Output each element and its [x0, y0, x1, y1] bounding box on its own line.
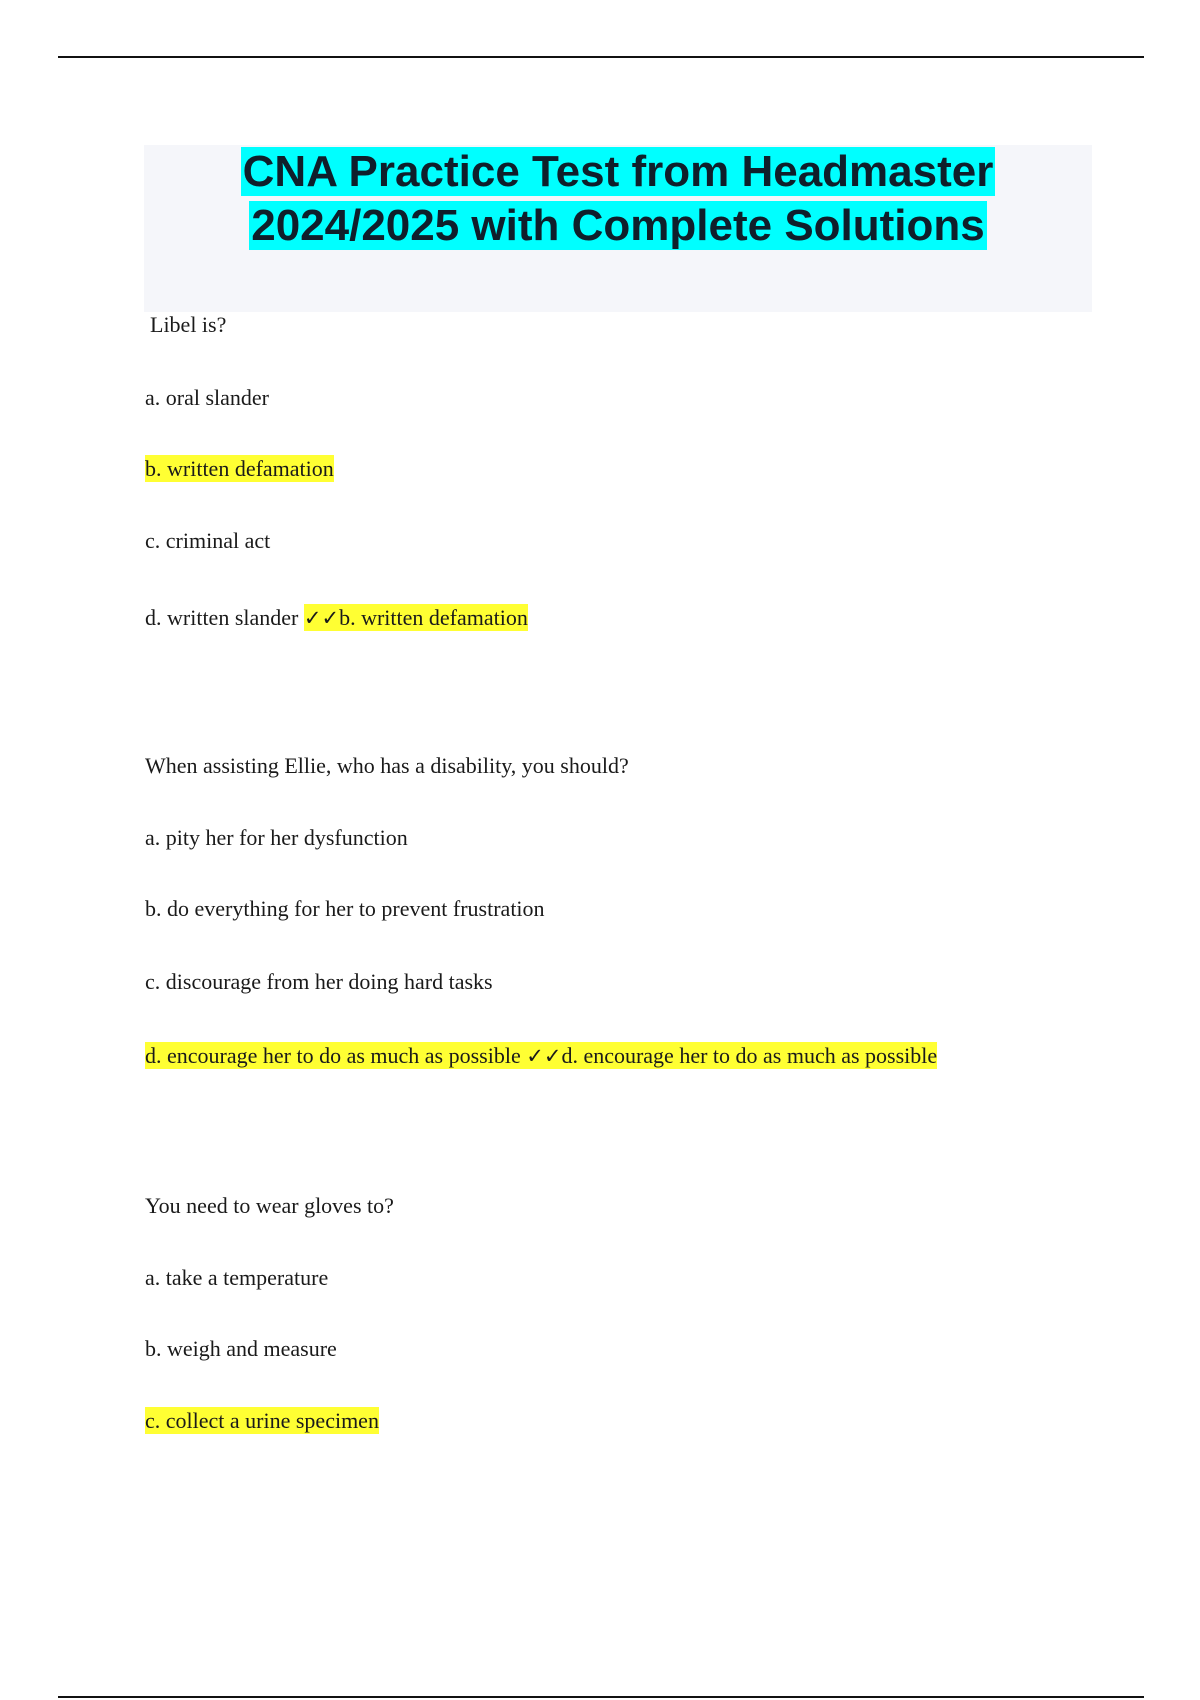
- highlighted-answer: c. collect a urine specimen: [145, 1408, 379, 1433]
- answer-key: ✓✓b. written defamation: [303, 605, 528, 630]
- double-check-icon: ✓✓: [526, 1044, 562, 1068]
- top-divider: [58, 56, 1144, 58]
- question-1-option-c: c. criminal act: [145, 528, 271, 553]
- question-2-option-a: a. pity her for her dysfunction: [145, 825, 408, 850]
- highlighted-answer: b. written defamation: [145, 456, 334, 481]
- question-2-option-b: b. do everything for her to prevent frustration: [145, 896, 545, 921]
- question-3-option-b: b. weigh and measure: [145, 1336, 337, 1361]
- question-1-option-b: [145, 455, 334, 483]
- title-banner: [144, 145, 1092, 312]
- question-2-prompt: When assisting Ellie, who has a disability, you should?: [145, 753, 629, 778]
- question-1-option-a: a. oral slander: [145, 385, 269, 410]
- question-3-option-a: a. take a temperature: [145, 1265, 329, 1290]
- question-1-prompt: Libel is?: [150, 312, 227, 337]
- question-2-option-c: c. discourage from her doing hard tasks: [145, 969, 493, 994]
- question-3-prompt: You need to wear gloves to?: [145, 1193, 394, 1218]
- answer-key: d. encourage her to do as much as possible ✓✓d. encourage her to do as much as possible: [145, 1043, 938, 1068]
- double-check-icon: ✓✓: [303, 606, 340, 630]
- question-3-option-c: [145, 1407, 379, 1435]
- bottom-divider: [58, 1696, 1144, 1698]
- question-2-option-d: [145, 1042, 937, 1070]
- title-line-2: 2024/2025 with Complete Solutions: [251, 201, 985, 250]
- title-line-1: CNA Practice Test from Headmaster: [242, 147, 994, 196]
- question-1-option-d: d. written slander ✓✓b. written defamation: [145, 605, 528, 630]
